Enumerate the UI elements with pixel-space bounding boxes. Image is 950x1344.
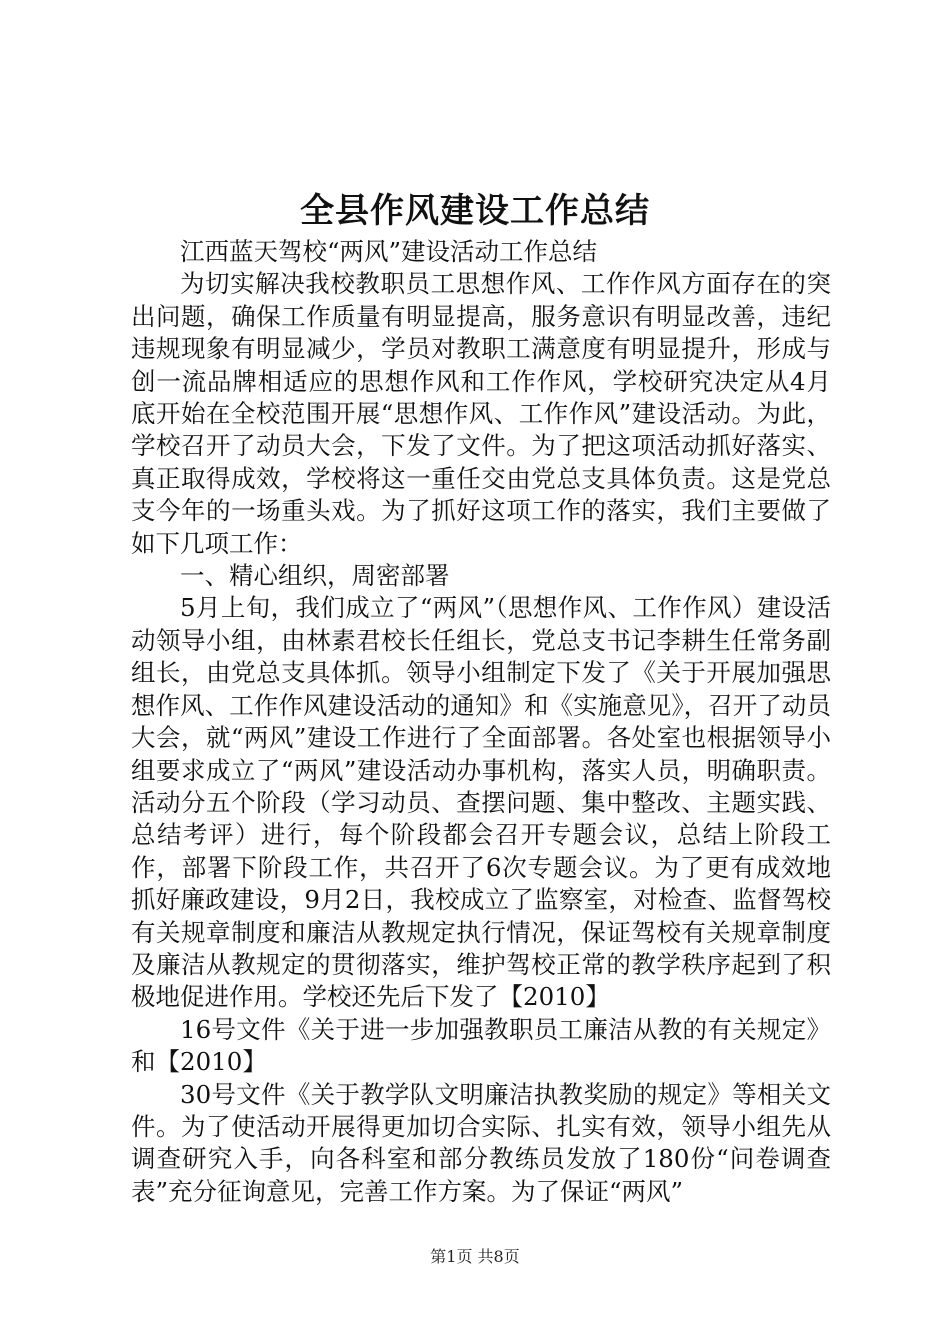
subtitle-paragraph: 江西蓝天驾校“两风”建设活动工作总结	[180, 237, 598, 266]
page-number-footer: 第1页 共8页	[430, 1247, 520, 1266]
document-title: 全县作风建设工作总结	[300, 191, 650, 231]
document-body	[131, 236, 831, 1208]
body-paragraph: 16号文件《关于进一步加强教职员工廉洁从教的有关规定》和【2010】	[131, 1014, 831, 1077]
section-heading: 一、精心组织，周密部署	[180, 561, 450, 591]
body-paragraph: 5月上旬，我们成立了“两风”（思想作风、工作作风）建设活动领导小组，由林素君校长任组长，党总支书记李耕生任常务副组长，由党总支具体抓。领导小组制定下发了《关于开展加强思想作风、工作作风建设活动的通知》和《实施意见》，召开了动员大会，就“两风”建设工作进行了全面部署。各处室也根据领导小组要求成立了“两风”建设活动办事机构，落实人员，明确职责。活动分五个阶段（学习动员、查摆问题、集中整改、主题实践、总结考评）进行，每个阶段都会召开专题会议，总结上阶段工作，部署下阶段工作，共召开了6次专题会议。为了更有成效地抓好廉政建设，9月2日，我校成立了监察室，对检查、监督驾校有关规章制度和廉洁从教规定执行情况，保证驾校有关规章制度及廉洁从教规定的贯彻落实，维护驾校正常的教学秩序起到了积极地促进作用。学校还先后下发了【2010】	[131, 593, 831, 1012]
body-paragraph: 30号文件《关于教学队文明廉洁执教奖励的规定》等相关文件。为了使活动开展得更加切合实际、扎实有效，领导小组先从调查研究入手，向各科室和部分教练员发放了180份“问卷调查表”充分征询意见，完善工作方案。为了保证“两风”	[131, 1079, 831, 1206]
intro-paragraph: 为切实解决我校教职员工思想作风、工作作风方面存在的突出问题，确保工作质量有明显提高，服务意识有明显改善，违纪违规现象有明显减少，学员对教职工满意度有明显提升，形成与创一流品牌相适应的思想作风和工作作风，学校研究决定从4月底开始在全校范围开展“思想作风、工作作风”建设活动。为此，学校召开了动员大会，下发了文件。为了把这项活动抓好落实、真正取得成效，学校将这一重任交由党总支具体负责。这是党总支今年的一场重头戏。为了抓好这项工作的落实，我们主要做了如下几项工作：	[131, 269, 831, 558]
